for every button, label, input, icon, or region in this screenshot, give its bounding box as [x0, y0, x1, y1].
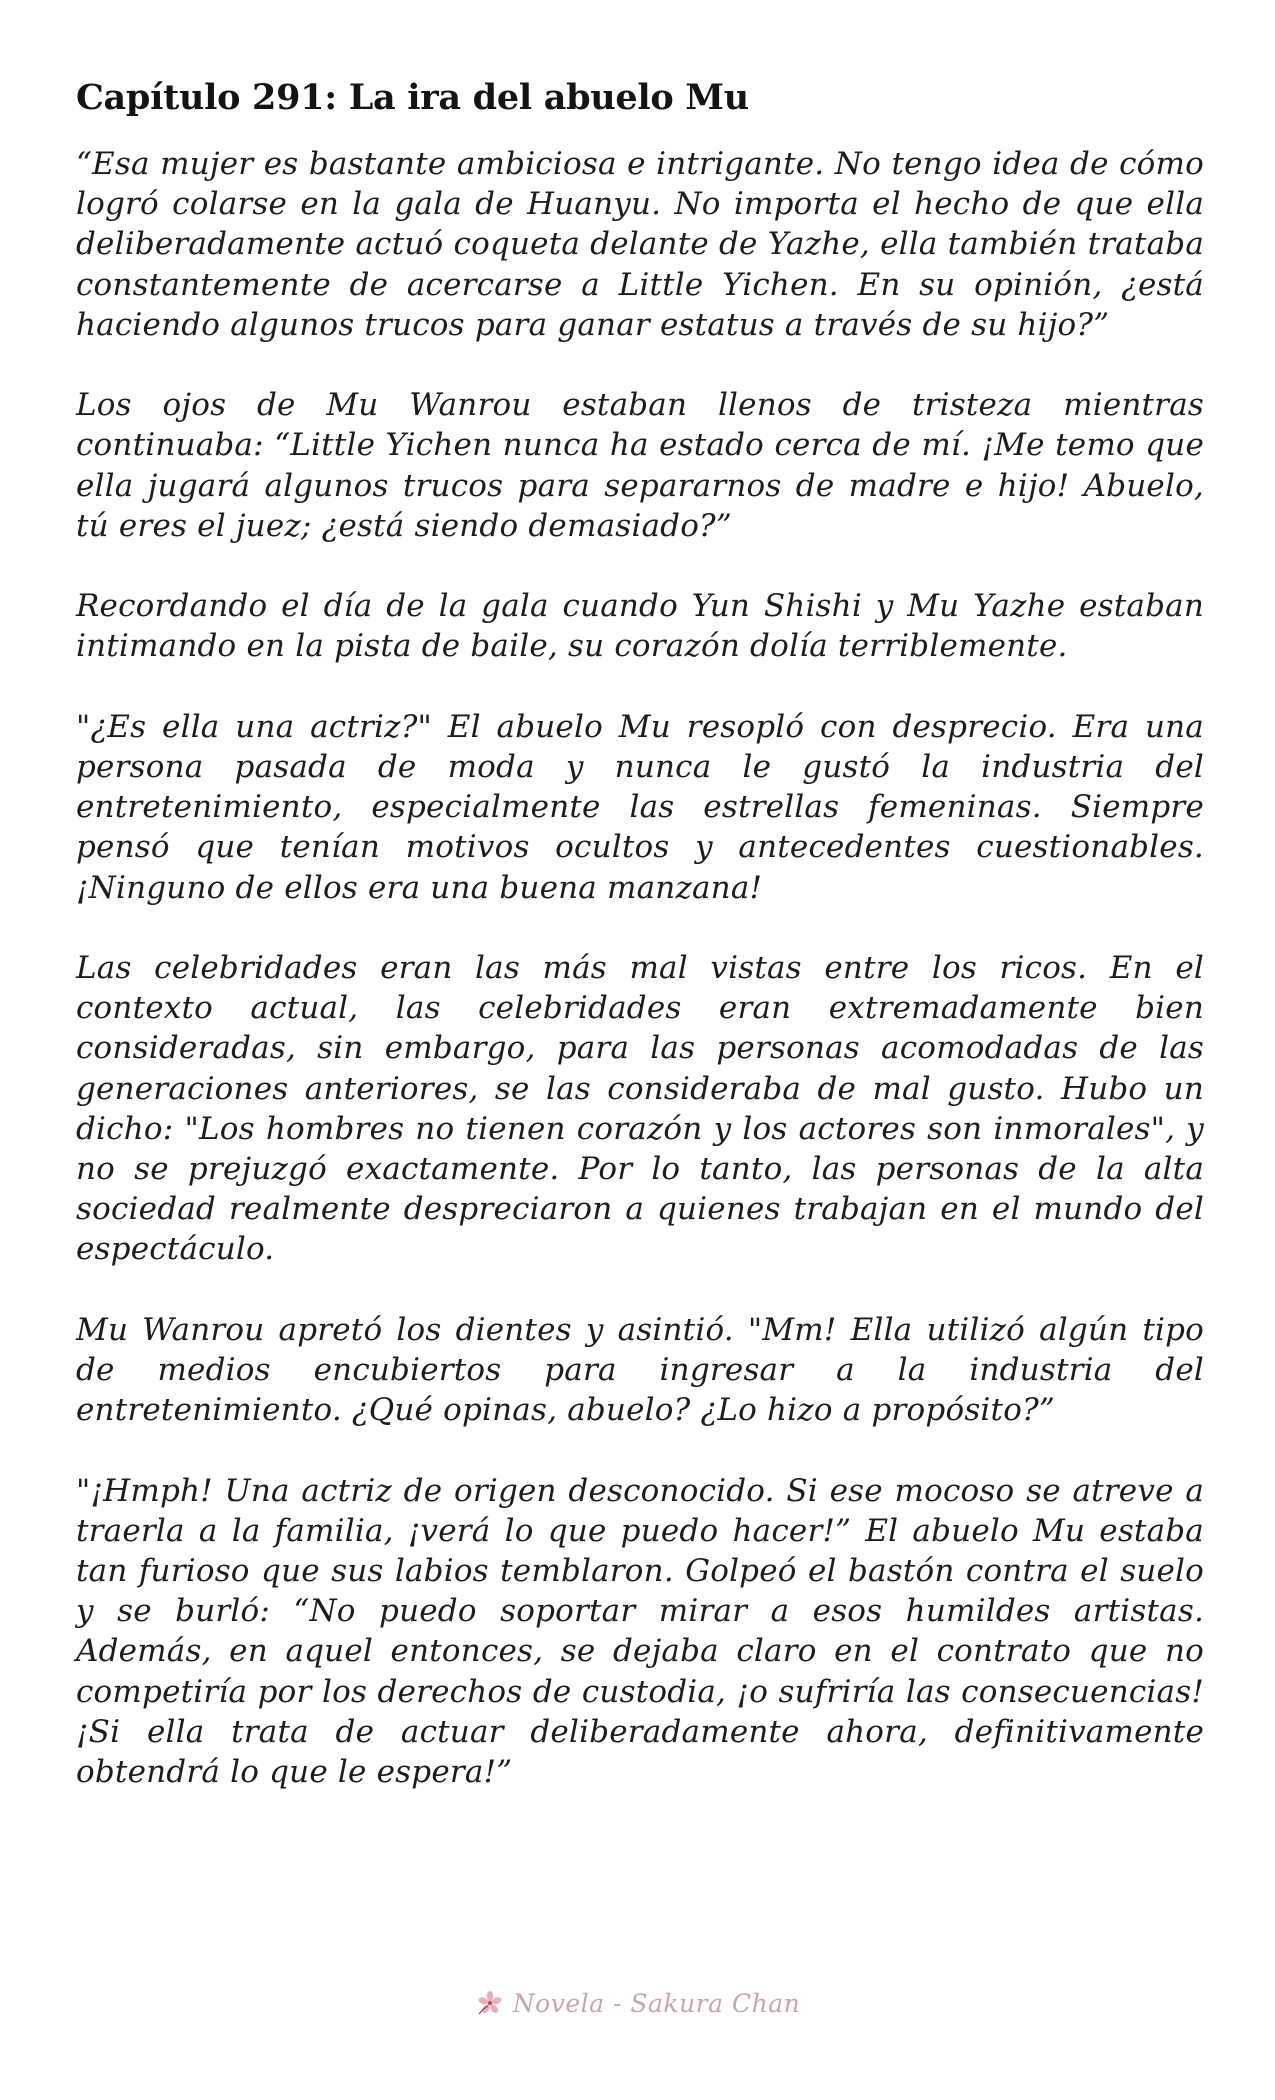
chapter-title: Capítulo 291: La ira del abuelo Mu — [76, 77, 749, 118]
paragraph-1: “Esa mujer es bastante ambiciosa e intrigante. No tengo idea de cómo logró colarse en la gala de Huanyu. No importa el hecho de que ella deliberadamente actuó coqueta delante de Yazhe, ella también trataba constantemente de acercarse a Little Yichen. En su opinión, ¿está haciendo algunos trucos para ganar estatus a través de su hijo?” — [76, 146, 1204, 343]
paragraph-2: Los ojos de Mu Wanrou estaban llenos de tristeza mientras continuaba: “Little Yichen nunca ha estado cerca de mí. ¡Me temo que ella jugará algunos trucos para separarnos de madre e hijo! Abuelo, tú eres el juez; ¿está siendo demasiado?” — [76, 387, 1204, 544]
sakura-flower-icon — [475, 1988, 505, 2018]
chapter-content — [76, 72, 1204, 1832]
paragraph-3: Recordando el día de la gala cuando Yun Shishi y Mu Yazhe estaban intimando en la pista de baile, su corazón dolía terriblemente. — [76, 588, 1204, 665]
paragraph-4: "¿Es ella una actriz?" El abuelo Mu resopló con desprecio. Era una persona pasada de moda y nunca le gustó la industria del entretenimiento, especialmente las estrellas femeninas. Siempre pensó que tenían motivos ocultos y antecedentes cuestionables. ¡Ninguno de ellos era una buena manzana! — [76, 708, 1204, 906]
paragraph-6: Mu Wanrou apretó los dientes y asintió. "Mm! Ella utilizó algún tipo de medios encubiertos para ingresar a la industria del entretenimiento. ¿Qué opinas, abuelo? ¿Lo hizo a propósito?” — [76, 1311, 1204, 1429]
paragraph-7: "¡Hmph! Una actriz de origen desconocido. Si ese mocoso se atreve a traerla a la familia, ¡verá lo que puedo hacer!” El abuelo Mu estaba tan furioso que sus labios temblaron. Golpeó el bastón contra el suelo y se burló: “No puedo soportar mirar a esos humildes artistas. Además, en aquel entonces, se dejaba claro en el contrato que no competiría por los derechos de custodia, ¡o sufriría las consecuencias! ¡Si ella trata de actuar deliberadamente ahora, definitivamente obtendrá lo que le espera!” — [76, 1472, 1204, 1791]
footer — [0, 1988, 1275, 2018]
watermark-text: Novela - Sakura Chan — [512, 1988, 801, 2018]
watermark — [475, 1988, 800, 2018]
paragraph-5: Las celebridades eran las más mal vistas entre los ricos. En el contexto actual, las celebridades eran extremadamente bien consideradas, sin embargo, para las personas acomodadas de las generaciones anteriores, se las consideraba de mal gusto. Hubo un dicho: "Los hombres no tienen corazón y los actores son inmorales", y no se prejuzgó exactamente. Por lo tanto, las personas de la alta sociedad realmente despreciaron a quienes trabajan en el mundo del espectáculo. — [76, 950, 1204, 1268]
